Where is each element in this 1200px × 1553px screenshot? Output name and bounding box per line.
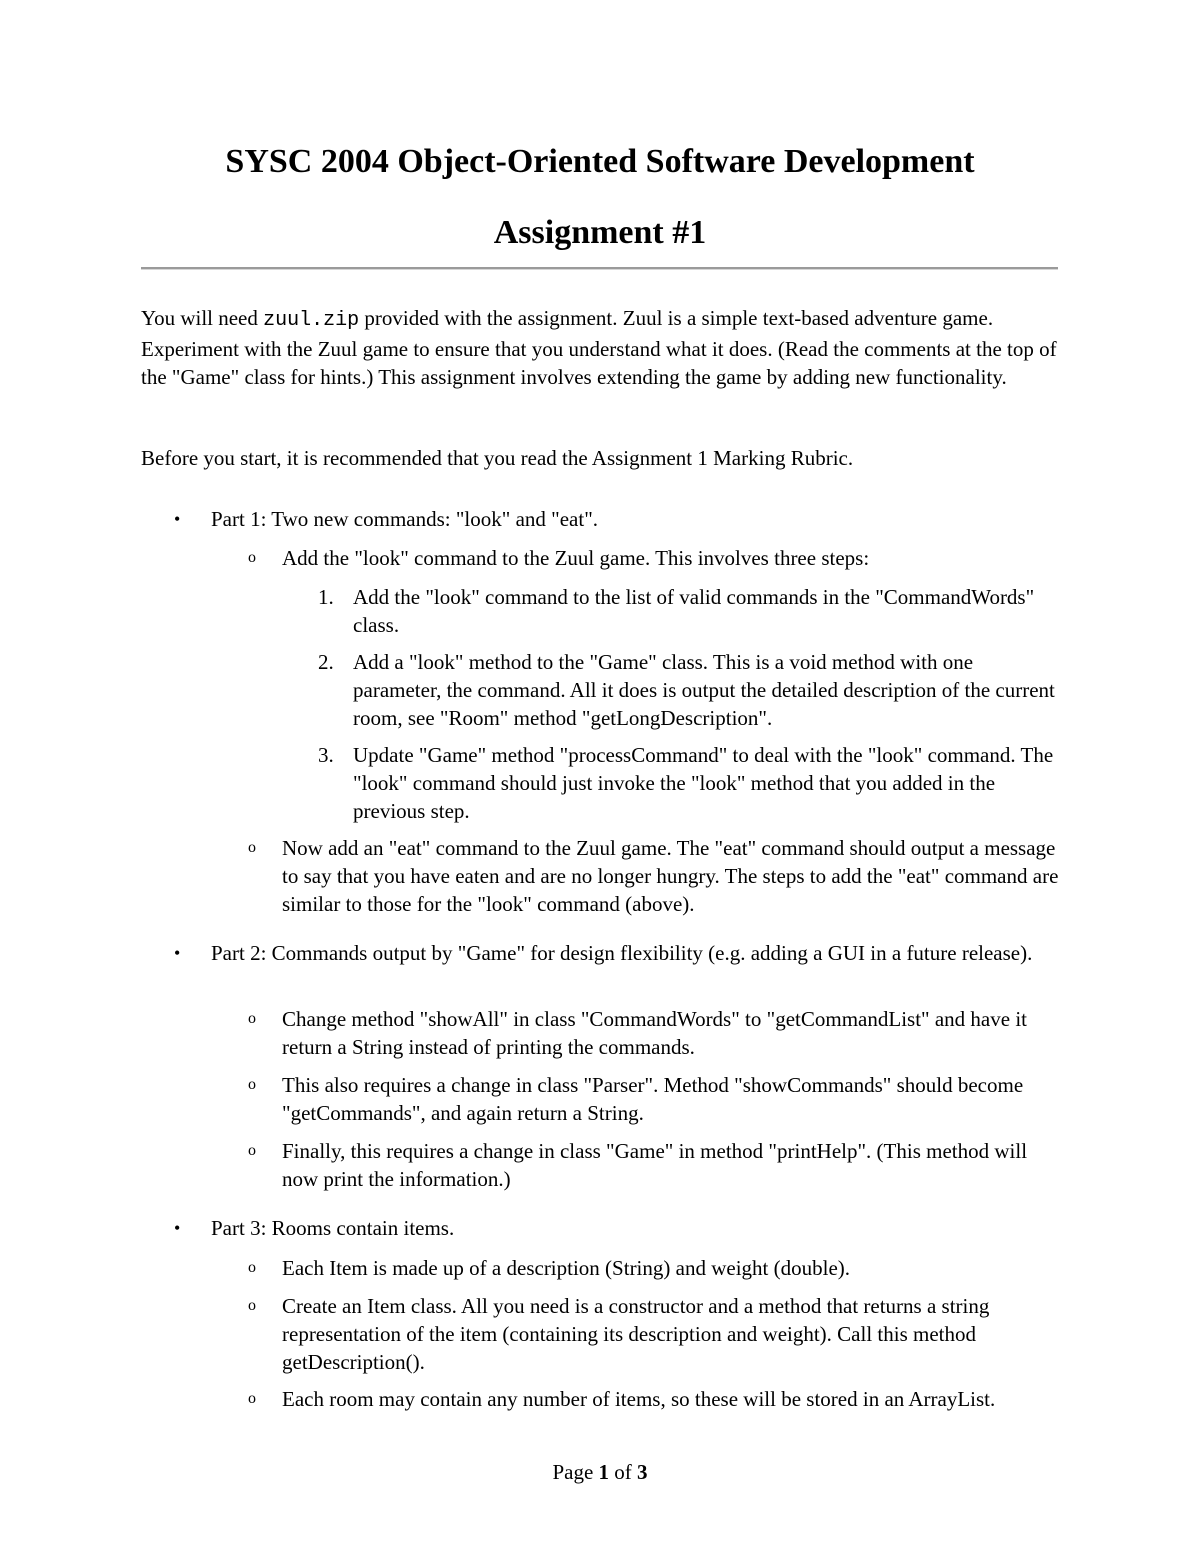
sub-bullet-icon: o [248, 1259, 256, 1276]
intro-post: provided with the assignment. Zuul is a simple text-based adventure game. Experiment with the Zuul game to ensure that you understand what it does. (Read the comments at the top of the "Game" class for hints.) This assignment involves extending the game by adding new functionality. [141, 306, 1057, 389]
part2-item: This also requires a change in class "Parser". Method "showCommands" should become "getCommands", and again return a String. [282, 1073, 1024, 1125]
part2-item: Change method "showAll" in class "CommandWords" to "getCommandList" and have it return a String instead of printing the commands. [282, 1007, 1027, 1059]
part1-look-item: Add the "look" command to the Zuul game. This involves three steps: [282, 546, 870, 570]
before-paragraph: Before you start, it is recommended that you read the Assignment 1 Marking Rubric. [141, 446, 854, 470]
horizontal-rule [141, 267, 1058, 270]
sub-bullet-icon: o [248, 1076, 256, 1093]
part1-label: Part 1: Two new commands: "look" and "eat". [211, 507, 599, 531]
sub-bullet-icon: o [248, 549, 256, 566]
step-number: 2. [318, 650, 334, 674]
sub-bullet-icon: o [248, 839, 256, 856]
step-number: 1. [318, 585, 334, 609]
footer-total-pages: 3 [637, 1460, 648, 1484]
footer-current-page: 1 [598, 1460, 610, 1484]
bullet-icon: • [174, 943, 181, 963]
step-number: 3. [318, 743, 334, 767]
sub-bullet-icon: o [248, 1390, 256, 1407]
sub-bullet-icon: o [248, 1010, 256, 1027]
footer-of-word: of [614, 1460, 632, 1484]
intro-pre: You will need [141, 306, 264, 330]
sub-bullet-icon: o [248, 1297, 256, 1314]
document-subtitle: Assignment #1 [493, 214, 707, 251]
step-text: Update "Game" method "processCommand" to deal with the "look" command. The "look" command should just invoke the "look" method that you added in the previous step. [353, 743, 1054, 823]
part2-item: Finally, this requires a change in class "Game" in method "printHelp". (This method will now print the information.) [282, 1139, 1028, 1191]
step-text: Add the "look" command to the list of valid commands in the "CommandWords" class. [353, 585, 1035, 637]
part3-item: Each room may contain any number of items, so these will be stored in an ArrayList. [282, 1387, 996, 1411]
part2-label: Part 2: Commands output by "Game" for design flexibility (e.g. adding a GUI in a future release). [211, 941, 1033, 965]
bullet-icon: • [174, 1218, 181, 1238]
footer-page-word: Page [552, 1460, 594, 1484]
sub-bullet-icon: o [248, 1142, 256, 1159]
bullet-icon: • [174, 509, 181, 529]
part1-eat-item: Now add an "eat" command to the Zuul game. The "eat" command should output a message to say that you have eaten and are no longer hungry. The steps to add the "eat" command are similar to those for the "look" command (above). [282, 836, 1059, 916]
part3-label: Part 3: Rooms contain items. [211, 1216, 455, 1240]
part3-item: Each Item is made up of a description (String) and weight (double). [282, 1256, 851, 1280]
intro-paragraph [141, 304, 1066, 391]
zip-filename: zuul.zip [263, 309, 360, 332]
page-footer [0, 1458, 1200, 1486]
step-text: Add a "look" method to the "Game" class. This is a void method with one parameter, the command. All it does is output the detailed description of the current room, see "Room" method "getLongDescription". [353, 650, 1055, 730]
document-title: SYSC 2004 Object-Oriented Software Development [225, 143, 975, 180]
part3-item: Create an Item class. All you need is a constructor and a method that returns a string representation of the item (containing its description and weight). Call this method getDescription(). [282, 1294, 990, 1374]
